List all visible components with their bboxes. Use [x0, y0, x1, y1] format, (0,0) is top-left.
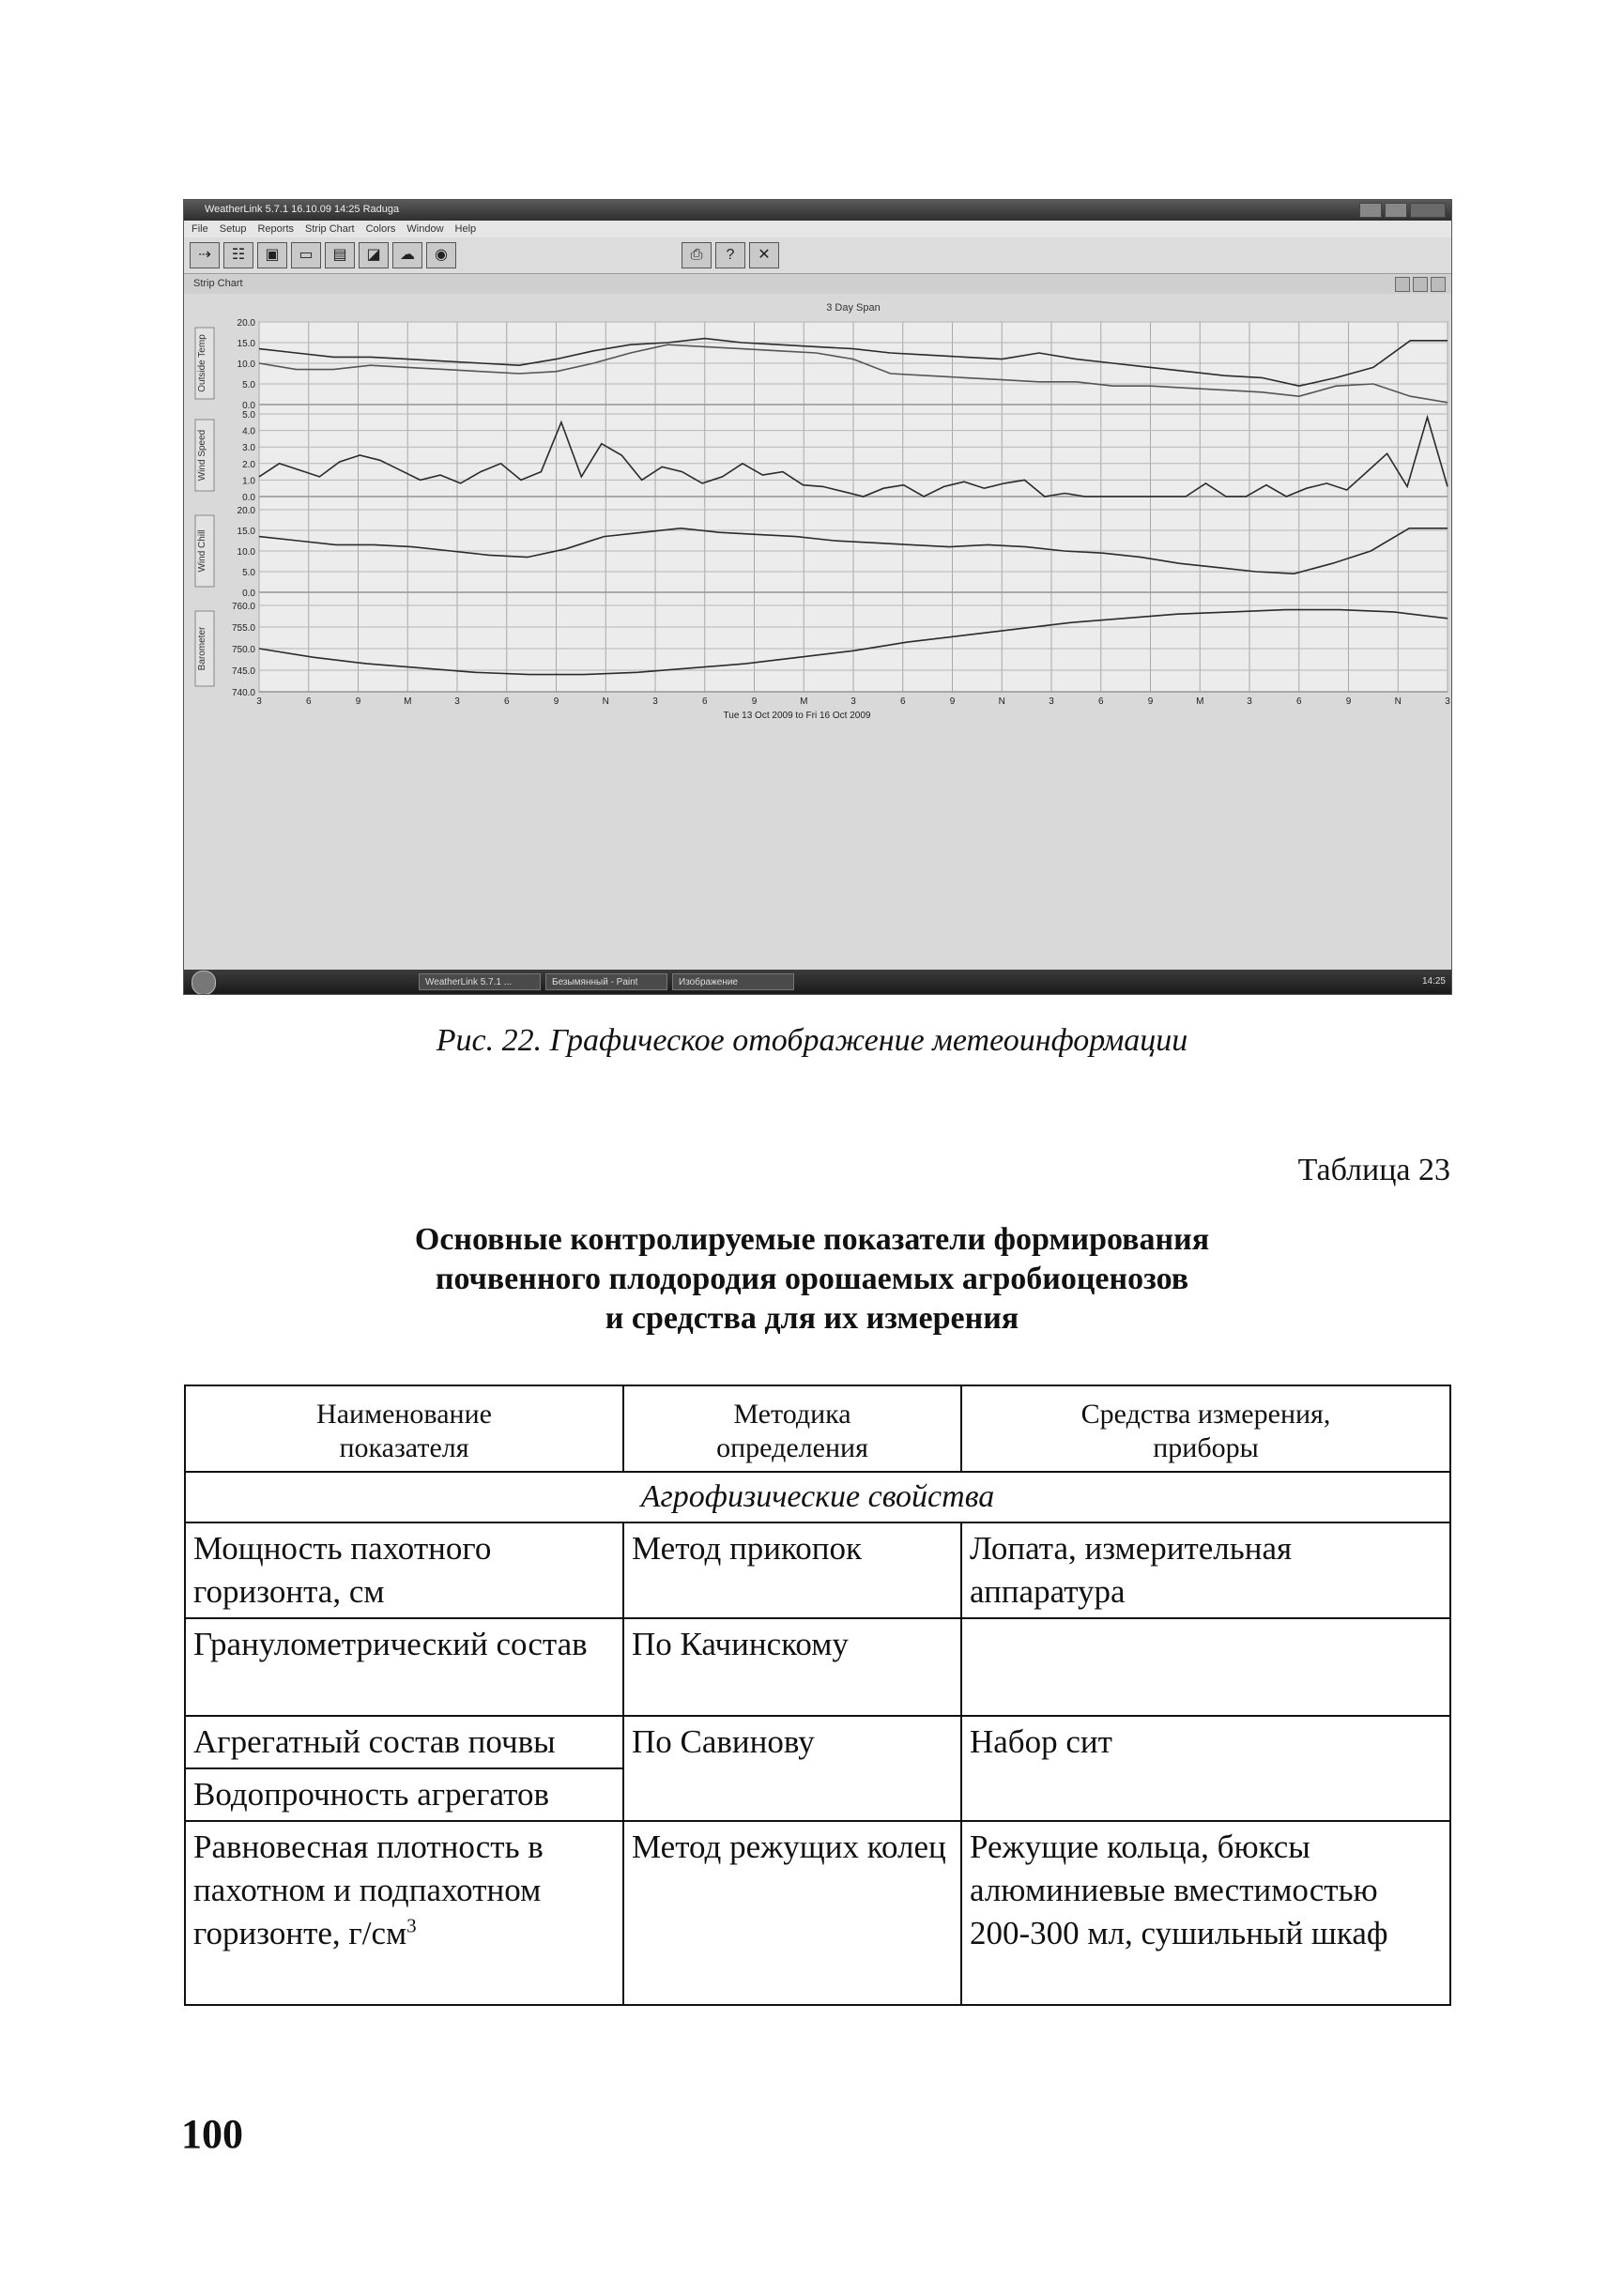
cell-tools: [961, 1618, 1450, 1716]
x-tick-label: M: [800, 696, 808, 707]
section-title: Агрофизические свойства: [185, 1472, 1450, 1522]
menu-reports[interactable]: Reports: [257, 223, 295, 235]
cell-method: По Качинскому: [623, 1618, 961, 1716]
close-window-button[interactable]: [1410, 203, 1446, 218]
child-close-button[interactable]: [1431, 277, 1446, 292]
table-title-line: и средства для их измерения: [605, 1301, 1019, 1336]
maximize-button[interactable]: [1385, 203, 1407, 218]
cell-indicator: Мощность пахотного горизонта, см: [185, 1522, 623, 1618]
y-tick-label: 0.0: [242, 589, 255, 599]
x-tick-label: 3: [1049, 696, 1054, 707]
menu-window[interactable]: Window: [406, 223, 444, 235]
x-tick-label: M: [404, 696, 412, 707]
graph-icon[interactable]: ▤: [325, 242, 355, 268]
indicators-table: [184, 1385, 1451, 2006]
menu-setup[interactable]: Setup: [219, 223, 247, 235]
app-titlebar: [184, 200, 1451, 221]
cell-indicator: Гранулометрический состав: [185, 1618, 623, 1716]
cell-indicator: [185, 1821, 623, 2005]
cell-method: По Савинову: [623, 1716, 961, 1821]
table-title-line: Основные контролируемые показатели формирования: [414, 1222, 1210, 1257]
y-tick-label: 4.0: [242, 426, 255, 437]
header-method: [623, 1385, 961, 1472]
close-icon[interactable]: ✕: [749, 242, 779, 268]
cell-indicator: Водопрочность агрегатов: [185, 1768, 623, 1821]
x-tick-label: N: [602, 696, 609, 707]
cell-tools: Набор сит: [961, 1716, 1450, 1821]
strip-chart: [184, 294, 1451, 970]
print-icon[interactable]: ⎙: [682, 242, 712, 268]
taskbar-paint[interactable]: Безымянный - Paint: [545, 973, 667, 990]
table-row: [185, 1522, 1450, 1618]
header-text: показателя: [339, 1432, 469, 1463]
taskbar-clock: 14:25: [1421, 976, 1446, 987]
globe-icon[interactable]: ◉: [426, 242, 456, 268]
weatherlink-screenshot: [183, 199, 1452, 995]
x-tick-label: 3: [652, 696, 658, 707]
y-tick-label: 750.0: [231, 645, 255, 655]
x-tick-label: 3: [1445, 696, 1450, 707]
chart-title: 3 Day Span: [826, 302, 881, 314]
x-tick-label: 9: [751, 696, 758, 707]
figure-caption: Рис. 22. Графическое отображение метеоинформации: [436, 1023, 1188, 1058]
taskbar-weatherlink[interactable]: WeatherLink 5.7.1 ...: [419, 973, 541, 990]
help-icon[interactable]: ?: [715, 242, 745, 268]
x-tick-label: 6: [305, 696, 312, 707]
y-tick-label: 755.0: [231, 623, 255, 634]
child-minimize-button[interactable]: [1395, 277, 1410, 292]
menu-colors[interactable]: Colors: [365, 223, 396, 235]
x-tick-label: 6: [1295, 696, 1302, 707]
menu-bar: [184, 221, 1451, 237]
strip-chart-icon[interactable]: ⇢: [190, 242, 220, 268]
header-text: Средства измерения,: [1080, 1399, 1331, 1430]
header-indicator: [185, 1385, 623, 1472]
noaa-icon[interactable]: ◪: [359, 242, 389, 268]
y-tick-label: 3.0: [242, 443, 255, 454]
child-maximize-button[interactable]: [1413, 277, 1428, 292]
panel-label: Outside Temp: [197, 334, 207, 392]
x-tick-label: 9: [553, 696, 559, 707]
minimize-button[interactable]: [1359, 203, 1382, 218]
table-row: [185, 1716, 1450, 1768]
header-text: Наименование: [316, 1399, 492, 1430]
y-tick-label: 5.0: [242, 568, 255, 578]
x-tick-label: 3: [256, 696, 262, 707]
table-header-row: [185, 1385, 1450, 1472]
section-row: [185, 1472, 1450, 1522]
cell-tools: Лопата, измерительная аппаратура: [961, 1522, 1450, 1618]
cell-method: Метод прикопок: [623, 1522, 961, 1618]
x-tick-label: 6: [701, 696, 708, 707]
y-tick-label: 740.0: [231, 688, 255, 698]
x-tick-label: 9: [1147, 696, 1154, 707]
y-tick-label: 1.0: [242, 476, 255, 487]
x-tick-label: N: [1394, 696, 1402, 707]
cell-method: Метод режущих колец: [623, 1821, 961, 2005]
start-button[interactable]: [192, 971, 216, 995]
panel-label: Wind Chill: [197, 529, 207, 573]
menu-strip-chart[interactable]: Strip Chart: [305, 223, 355, 235]
browse-icon[interactable]: ▭: [291, 242, 321, 268]
y-tick-label: 20.0: [237, 318, 255, 329]
table-row: [185, 1821, 1450, 2005]
page-number: 100: [181, 2111, 243, 2157]
strip-chart-window-bar: [184, 275, 1451, 294]
panel-label: Barometer: [197, 626, 207, 671]
y-tick-label: 10.0: [237, 547, 255, 558]
y-tick-label: 15.0: [237, 527, 255, 537]
x-tick-label: 3: [1247, 696, 1252, 707]
y-tick-label: 15.0: [237, 339, 255, 349]
y-tick-label: 10.0: [237, 360, 255, 370]
panel-label: Wind Speed: [197, 429, 207, 482]
x-tick-label: 6: [1097, 696, 1104, 707]
y-tick-label: 2.0: [242, 459, 255, 470]
table-title: [0, 1220, 1624, 1339]
windows-taskbar: [184, 970, 1451, 994]
x-tick-label: 9: [949, 696, 956, 707]
x-tick-label: 9: [1345, 696, 1352, 707]
x-tick-label: M: [1196, 696, 1204, 707]
menu-file[interactable]: File: [192, 223, 208, 235]
console-icon[interactable]: ▣: [257, 242, 287, 268]
x-tick-label: N: [998, 696, 1005, 707]
x-tick-label: 9: [355, 696, 361, 707]
y-tick-label: 5.0: [242, 380, 255, 390]
superscript: 3: [406, 1914, 417, 1937]
table-title-line: почвенного плодородия орошаемых агробиоценозов: [435, 1262, 1189, 1296]
x-tick-label: 3: [454, 696, 460, 707]
y-tick-label: 0.0: [242, 493, 255, 503]
y-tick-label: 760.0: [231, 602, 255, 612]
table-number: Таблица 23: [1297, 1153, 1450, 1187]
y-tick-label: 745.0: [231, 666, 255, 677]
x-range-label: Tue 13 Oct 2009 to Fri 16 Oct 2009: [723, 711, 871, 721]
y-tick-label: 5.0: [242, 410, 255, 421]
strip-chart-window-title: Strip Chart: [193, 278, 243, 289]
y-tick-label: 20.0: [237, 506, 255, 516]
table-row: [185, 1618, 1450, 1716]
header-text: приборы: [1153, 1432, 1259, 1463]
taskbar-image[interactable]: Изображение: [672, 973, 794, 990]
x-tick-label: 6: [899, 696, 906, 707]
header-text: определения: [716, 1432, 868, 1463]
weather-icon[interactable]: ☁: [392, 242, 422, 268]
header-text: Методика: [733, 1399, 851, 1430]
cell-indicator-text: Равновесная плотность в пахотном и подпахотном горизонте, г/см: [193, 1828, 544, 1951]
y-tick-label: 0.0: [242, 401, 255, 411]
toolbar: [184, 237, 1451, 274]
menu-help[interactable]: Help: [454, 223, 477, 235]
x-tick-label: 3: [850, 696, 856, 707]
x-tick-label: 6: [503, 696, 510, 707]
cell-tools: Режущие кольца, бюксы алюминиевые вместимостью 200-300 мл, сушильный шкаф: [961, 1821, 1450, 2005]
cell-indicator: Агрегатный состав почвы: [185, 1716, 623, 1768]
header-tools: [961, 1385, 1450, 1472]
bulletin-icon[interactable]: ☷: [223, 242, 253, 268]
app-title: WeatherLink 5.7.1 16.10.09 14:25 Radugа: [205, 204, 400, 215]
